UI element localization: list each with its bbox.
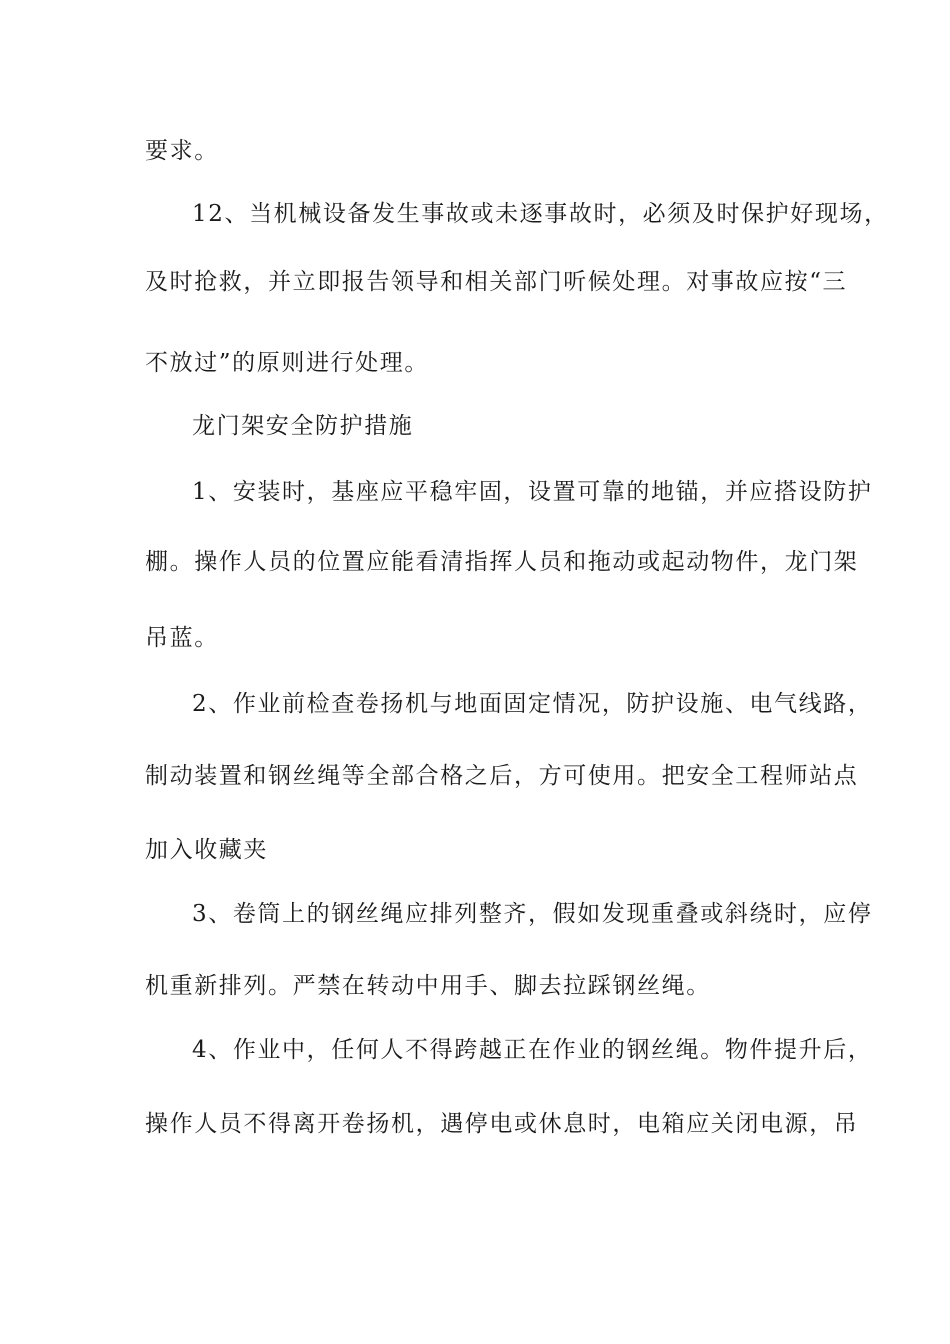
- text-line: 操作人员不得离开卷扬机，遇停电或休息时，电箱应关闭电源，吊: [145, 1111, 859, 1137]
- paragraph-12-line-1: 12、当机械设备发生事故或未逐事故时，必须及时保护好现场，: [192, 201, 889, 227]
- text-line: 及时抢救，并立即报告领导和相关部门听候处理。对事故应按“三: [145, 269, 848, 295]
- text-line: 制动装置和钢丝绳等全部合格之后，方可使用。把安全工程师站点: [145, 763, 859, 789]
- paragraph-2-line-1: 2、作业前检查卷扬机与地面固定情况，防护设施、电气线路，: [192, 691, 873, 717]
- paragraph-3-line-1: 3、卷筒上的钢丝绳应排列整齐，假如发现重叠或斜绕时，应停: [192, 901, 873, 927]
- text-line: 棚。操作人员的位置应能看清指挥人员和拖动或起动物件，龙门架: [145, 549, 859, 575]
- text-line: 要求。: [145, 138, 219, 164]
- text-line: 不放过”的原则进行处理。: [145, 350, 429, 376]
- paragraph-1-line-1: 1、安装时，基座应平稳牢固，设置可靠的地锚，并应搭设防护: [192, 479, 873, 505]
- paragraph-4-line-1: 4、作业中，任何人不得跨越正在作业的钢丝绳。物件提升后，: [192, 1037, 873, 1063]
- text-line: 吊蓝。: [145, 625, 219, 651]
- section-heading: 龙门架安全防护措施: [192, 413, 414, 439]
- text-line: 机重新排列。严禁在转动中用手、脚去拉踩钢丝绳。: [145, 973, 711, 999]
- text-line: 加入收藏夹: [145, 837, 268, 863]
